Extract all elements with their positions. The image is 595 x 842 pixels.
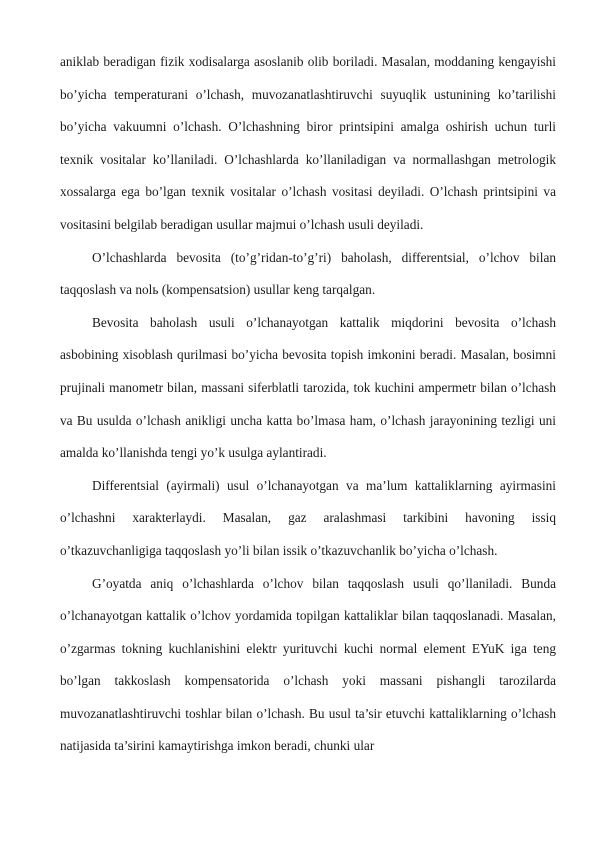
paragraph-direct-evaluation: Bevosita baholash usuli o’lchanayotgan kattalik miqdorini bevosita o’lchash asbobining xisoblash qurilmasi bo’yicha bevosita topish imkonini beradi. Masalan, bosimni prujinali manometr bilan, massani siferblatli tarozida, tok kuchini ampermetr bilan o’lchash va Bu usulda o’lchash anikligi uncha katta bo’lmasa ham, o’lchash jarayonining tezligi uni amalda ko’llanishda tengi yo’k usulga aylantiradi. (60, 314, 556, 461)
paragraph-methods-overview: O’lchashlarda bevosita (to’g’ridan-to’g’ri) baholash, differentsial, o’lchov bilan taqqoslash va nolь (kompensatsion) usullar keng tarqalgan. (60, 249, 556, 298)
paragraph-comparison-method: G’oyatda aniq o’lchashlarda o’lchov bilan taqqoslash usuli qo’llaniladi. Bunda o’lchanayotgan kattalik o’lchov yordamida topilgan kattaliklar bilan taqqoslanadi. Masalan, o’zgarmas tokning kuchlanishini elektr yurituvchi kuchi normal element EYuK iga teng bo’lgan takkoslash kompensatorida o’lchash yoki massani pishangli tarozilarda muvozanatlashtiruvchi toshlar bilan o’lchash. Bu usul ta’sir etuvchi kattaliklarning o’lchash natijasida ta’sirini kamaytirishga imkon beradi, chunki ular (60, 575, 556, 754)
paragraph-differential-method: Differentsial (ayirmali) usul o’lchanayotgan va ma’lum kattaliklarning ayirmasini o’lchashni xarakterlaydi. Masalan, gaz aralashmasi tarkibini havoning issiq o’tkazuvchanligiga taqqoslash yo’li bilan issik o’tkazuvchanlik bo’yicha o’lchash. (60, 477, 556, 558)
paragraph-measurement-principle: aniklab beradigan fizik xodisalarga asoslanib olib boriladi. Masalan, moddaning kengayishi bo’yicha temperaturani o’lchash, muvozanatlashtiruvchi suyuqlik ustunining ko’tarilishi bo’yicha vakuumni o’lchash. O’lchashning biror printsipini amalga oshirish uchun turli texnik vositalar ko’llaniladi. O’lchashlarda ko’llaniladigan va normallashgan metrologik xossalarga ega bo’lgan texnik vositalar o’lchash vositasi deyiladi. O’lchash printsipini va vositasini belgilab beradigan usullar majmui o’lchash usuli deyiladi. (60, 54, 556, 232)
document-page (60, 46, 556, 763)
